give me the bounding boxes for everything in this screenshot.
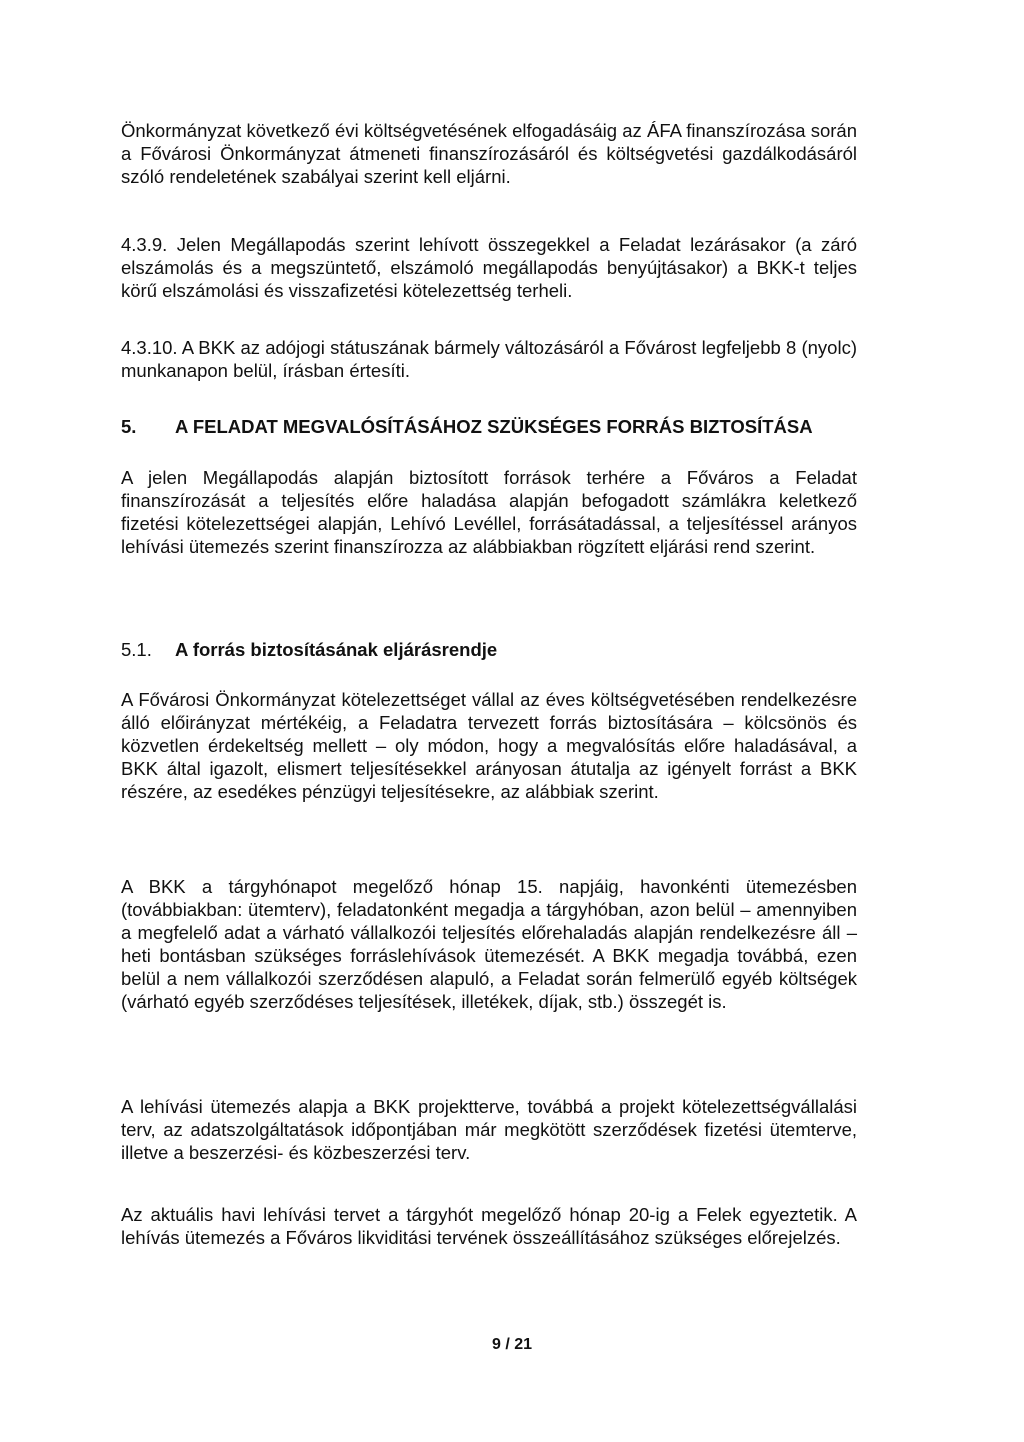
page-number: 9 / 21 xyxy=(491,1336,533,1353)
paragraph-5-1-d: Az aktuális havi lehívási tervet a tárgyhót megelőző hónap 20-ig a Felek egyeztetik. A lehívás ütemezés a Főváros likviditási tervének összeállításához szükséges előrejelzés. xyxy=(121,1204,857,1248)
paragraph-4-3-10: 4.3.10. A BKK az adójogi státuszának bármely változásáról a Fővárost legfeljebb 8 (nyolc) munkanapon belül, írásban értesíti. xyxy=(121,337,857,381)
section-5-1-title: A forrás biztosításának eljárásrendje xyxy=(175,639,498,660)
section-5-1-number: 5.1. xyxy=(121,639,152,660)
paragraph-4-3-9: 4.3.9. Jelen Megállapodás szerint lehívott összegekkel a Feladat lezárásakor (a záró elszámolás és a megszüntető, elszámoló megállapodás benyújtásakor) a BKK-t teljes körű elszámolási és visszafizetési kötelezettség terheli. xyxy=(121,234,857,301)
paragraph-5-1-b: A BKK a tárgyhónapot megelőző hónap 15. napjáig, havonkénti ütemezésben (továbbiakban: ütemterv), feladatonként megadja a tárgyhóban, azon belül – amennyiben a megfelelő adat a várható vállalkozói teljesítés előrehaladás alapján rendelkezésre áll – heti bontásban szükséges forráslehívások ütemezését. A BKK megadja továbbá, ezen belül a nem vállalkozói szerződésen alapuló, a Feladat során felmerülő egyéb költségek (várható egyéb szerződéses teljesítések, illetékek, díjak, stb.) összegét is. xyxy=(121,876,857,1012)
paragraph-section-5: A jelen Megállapodás alapján biztosított források terhére a Főváros a Feladat finanszírozását a teljesítés előre haladása alapján befogadott számlákra keletkező fizetési kötelezettségei alapján, Lehívó Levéllel, forrásátadással, a teljesítéssel arányos lehívási ütemezés szerint finanszírozza az alábbiakban rögzített eljárási rend szerint. xyxy=(121,467,857,557)
section-5-number: 5. xyxy=(121,416,137,437)
paragraph-5-1-c: A lehívási ütemezés alapja a BKK projektterve, továbbá a projekt kötelezettségvállalási terv, az adatszolgáltatások időpontjában már megkötött szerződések fizetési ütemterve, illetve a beszerzési- és közbeszerzési terv. xyxy=(121,1096,857,1163)
paragraph-intro: Önkormányzat következő évi költségvetésének elfogadásáig az ÁFA finanszírozása során a Fővárosi Önkormányzat átmeneti finanszírozásáról és költségvetési gazdálkodásáról szóló rendeletének szabályai szerint kell eljárni. xyxy=(121,120,857,187)
paragraph-5-1-a: A Fővárosi Önkormányzat kötelezettséget vállal az éves költségvetésében rendelkezésre álló előirányzat mértékéig, a Feladatra tervezett forrás biztosítására – kölcsönös és közvetlen érdekeltség mellett – oly módon, hogy a megvalósítás előre haladásával, a BKK által igazolt, elismert teljesítésekkel arányosan átutalja az igényelt forrást a BKK részére, az esedékes pénzügyi teljesítésekre, az alábbiak szerint. xyxy=(121,689,857,802)
section-5-title: A FELADAT MEGVALÓSÍTÁSÁHOZ SZÜKSÉGES FORRÁS BIZTOSÍTÁSA xyxy=(175,416,813,437)
